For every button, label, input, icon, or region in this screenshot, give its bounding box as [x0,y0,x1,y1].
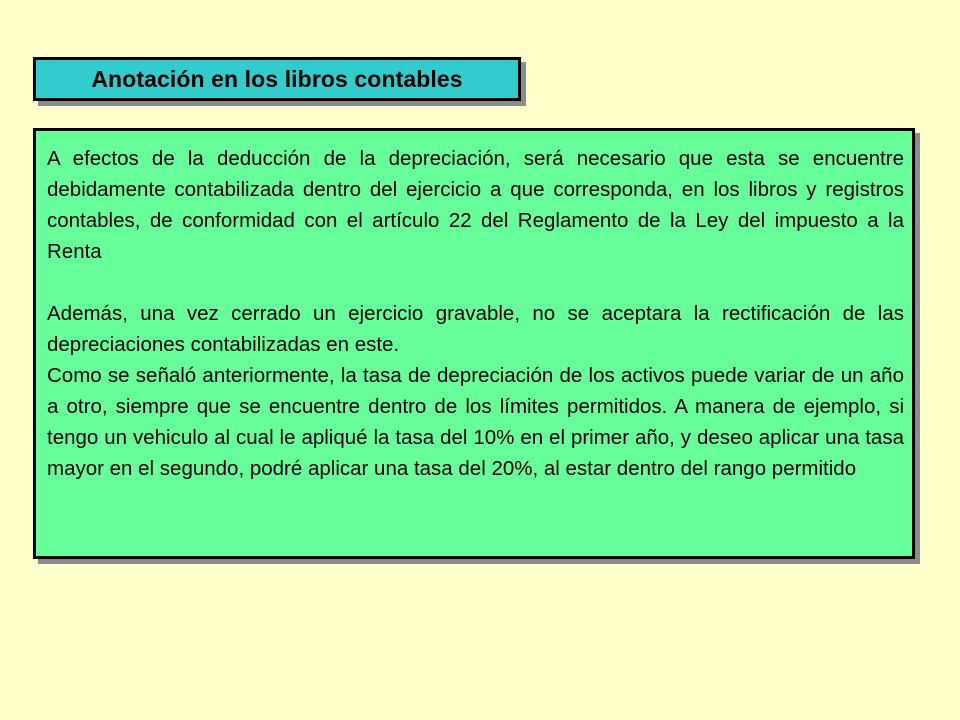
paragraph-rate-example: Como se señaló anteriormente, la tasa de depreciación de los activos puede variar de un año a otro, siempre que se encuentre dentro de los límites permitidos. A manera de ejemplo, si tengo un vehiculo al cual le apliqué la tasa del 10% en el primer año, y deseo aplicar una tasa mayor en el segundo, podré aplicar una tasa del 20%, al estar dentro del rango permitido [47,364,904,480]
paragraph-rectification: Además, una vez cerrado un ejercicio gravable, no se aceptara la rectificación de las depreciaciones contabilizadas en este. [47,302,904,356]
content-box [33,128,915,559]
slide-title: Anotación en los libros contables [91,65,463,92]
title-box [33,57,521,101]
paragraph-depreciation-accounting: A efectos de la deducción de la depreciación, será necesario que esta se encuentre debidamente contabilizada dentro del ejercicio a que corresponda, en los libros y registros contables, de conformidad con el artículo 22 del Reglamento de la Ley del impuesto a la Renta [47,147,904,263]
